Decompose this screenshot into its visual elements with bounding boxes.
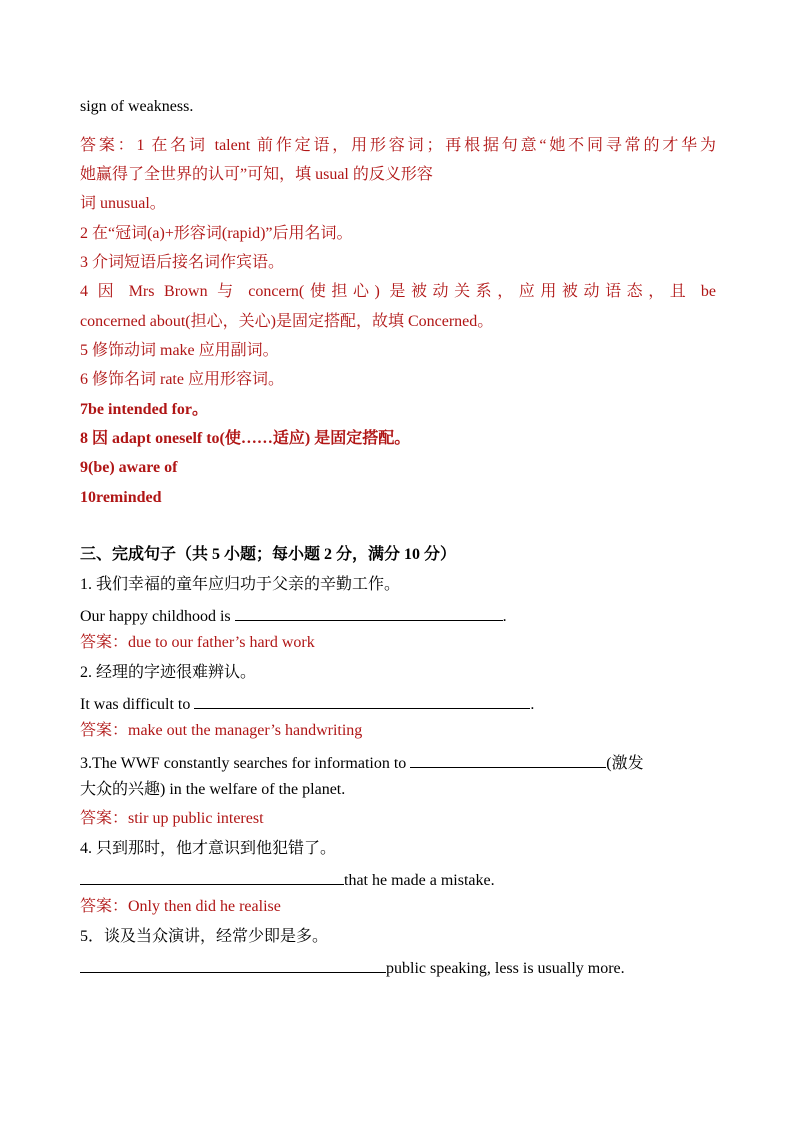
answer-1-line-3: 词 unusual。 (80, 195, 166, 212)
answer-1-line-1: 答案：1 在名词 talent 前作定语，用形容词；再根据句意“她不同寻常的才华为 (80, 137, 716, 154)
question-1-english (80, 604, 507, 627)
answer-4-line-2: concerned about(担心，关心)是固定搭配，故填 Concerned。 (80, 313, 494, 330)
question-2-prefix: It was difficult to (80, 696, 195, 713)
question-5-english (80, 956, 625, 979)
answer-8: 8 因 adapt oneself to(使……适应) 是固定搭配。 (80, 430, 411, 447)
question-2-suffix: . (530, 696, 535, 713)
question-5-blank (80, 956, 386, 973)
answer-5: 5 修饰动词 make 应用副词。 (80, 342, 279, 359)
answer-6: 6 修饰名词 rate 应用形容词。 (80, 371, 284, 388)
question-2-answer: 答案：make out the manager’s handwriting (80, 722, 363, 739)
question-3-answer: 答案：stir up public interest (80, 810, 264, 827)
question-1-prefix: Our happy childhood is (80, 608, 235, 625)
question-5-chinese: 5．谈及当众演讲，经常少即是多。 (80, 928, 329, 945)
question-1-answer: 答案：due to our father’s hard work (80, 634, 315, 651)
answer-10: 10reminded (80, 489, 162, 506)
question-3-english (80, 751, 644, 774)
question-4-english (80, 868, 495, 891)
answer-3: 3 介词短语后接名词作宾语。 (80, 254, 285, 271)
answer-7: 7be intended for。 (80, 401, 209, 418)
question-3-blank (410, 751, 606, 768)
question-3-suffix: (激发 (606, 755, 644, 772)
answer-4-line-1: 4 因 Mrs Brown 与 concern(使担心) 是被动关系，应用被动语态，且 be (80, 283, 716, 300)
continued-text: sign of weakness. (80, 98, 194, 115)
question-1-chinese: 1. 我们幸福的童年应归功于父亲的辛勤工作。 (80, 576, 401, 593)
question-3-prefix: 3.The WWF constantly searches for information to (80, 755, 411, 772)
section-3-heading: 三、完成句子（共 5 小题；每小题 2 分，满分 10 分） (80, 546, 457, 563)
question-4-chinese: 4. 只到那时，他才意识到他犯错了。 (80, 840, 337, 857)
question-4-suffix: that he made a mistake. (344, 872, 495, 889)
question-4-answer: 答案：Only then did he realise (80, 898, 281, 915)
question-5-suffix: public speaking, less is usually more. (386, 960, 625, 977)
question-3-line-2: 大众的兴趣) in the welfare of the planet. (80, 781, 346, 798)
question-4-blank (80, 868, 344, 885)
question-1-suffix: . (502, 608, 507, 625)
answer-9: 9(be) aware of (80, 459, 178, 476)
answer-2: 2 在“冠词(a)+形容词(rapid)”后用名词。 (80, 225, 353, 242)
question-2-blank (194, 692, 530, 709)
answer-1-line-2: 她赢得了全世界的认可”可知，填 usual 的反义形容 (80, 166, 433, 183)
question-2-chinese: 2. 经理的字迹很难辨认。 (80, 664, 257, 681)
question-2-english (80, 692, 534, 715)
question-1-blank (235, 604, 503, 621)
